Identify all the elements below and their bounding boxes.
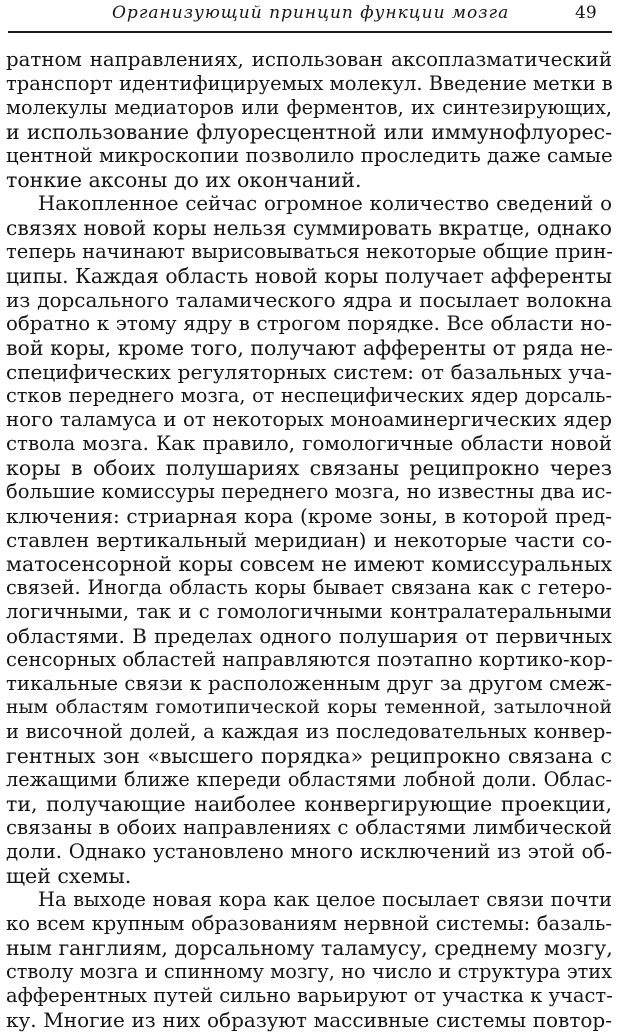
text-line: вой коры, кроме того, получают афференты от ряда не-: [6, 336, 613, 360]
text-line: ко всем крупным образованиям нервной системы: базаль-: [6, 912, 612, 935]
text-line: из дорсального таламического ядра и посылает волокна: [6, 288, 612, 312]
text-line: ставлен вертикальный меридиан) и некоторые части со-: [6, 528, 612, 552]
text-line: транспорт идентифицируемых молекул. Введение метки в: [6, 72, 613, 95]
text-line: связей. Иногда область коры бывает связана как с гетеро-: [6, 576, 612, 599]
page-number: 49: [575, 3, 597, 23]
text-line: ратном направлениях, использован аксоплазматический: [6, 48, 612, 71]
text-line: стволу мозга и спинному мозгу, но число и структура этих: [6, 960, 612, 983]
header-rule: [8, 31, 612, 33]
text-line: тонкие аксоны до их окончаний.: [6, 168, 362, 192]
running-header: [0, 0, 620, 36]
text-line: и использование флуоресцентной или иммунофлуорес-: [6, 120, 612, 144]
text-line: коры в обоих полушариях связаны реципрокно через: [6, 456, 612, 480]
text-line: логичными, так и с гомологичными контралатеральными: [6, 600, 612, 623]
text-line: щей схемы.: [6, 864, 132, 888]
text-line: центной микроскопии позволило проследить даже самые: [6, 144, 613, 167]
text-line: афферентных путей сильно варьируют от участка к участ-: [6, 984, 613, 1007]
text-line: ципы. Каждая область новой коры получает афференты: [6, 264, 612, 288]
text-line: связях новой коры нельзя суммировать вкратце, однако: [6, 216, 612, 240]
text-line: гентных зон «высшего порядка» реципрокно связана с: [6, 744, 612, 768]
text-line: тикальные связи к расположенным друг за другом смеж-: [6, 672, 612, 695]
text-line: сенсорных областей направляются поэтапно кортико-кор-: [6, 648, 613, 671]
text-line: молекулы медиаторов или ферментов, их синтезирующих,: [6, 96, 612, 119]
paragraph-first-line: На выходе новая кора как целое посылает связи почти: [38, 888, 612, 911]
text-line: связаны в обоих направлениях с областями лимбической: [6, 816, 612, 839]
text-line: ного таламуса и от некоторых моноаминергических ядер: [6, 408, 612, 431]
text-line: большие комиссуры переднего мозга, но известны два ис-: [6, 480, 612, 503]
text-line: ным областям гомотипической коры теменной, затылочной: [6, 697, 612, 718]
text-line: специфических регуляторных систем: от базальных уча-: [6, 360, 612, 384]
text-line: ствола мозга. Как правило, гомологичные области новой: [6, 432, 612, 455]
text-line: и височной долей, а каждая из последовательных конвер-: [6, 720, 612, 743]
text-line: обратно к этому ядру в строгом порядке. Все области но-: [6, 312, 612, 335]
text-line: стков переднего мозга, от неспецифических ядер дорсаль-: [6, 384, 612, 407]
text-line: матосенсорной коры совсем не имеют комиссуральных: [6, 552, 612, 576]
text-line: ти, получающие наиболее конвергирующие проекции,: [6, 792, 612, 816]
paragraph-first-line: Накопленное сейчас огромное количество сведений о: [38, 192, 612, 215]
text-line: лежащими ближе кпереди областями лобной доли. Облас-: [6, 768, 612, 791]
text-line: ключения: стриарная кора (кроме зоны, в которой пред-: [6, 504, 612, 528]
text-line: ку. Многие из них образуют массивные системы повтор-: [6, 1008, 612, 1032]
text-line: доли. Однако установлено много исключений из этой об-: [6, 840, 612, 863]
text-line: теперь начинают вырисовываться некоторые общие прин-: [6, 240, 613, 263]
text-line: ным ганглиям, дорсальному таламусу, среднему мозгу,: [6, 936, 613, 960]
text-line: областями. В пределах одного полушария от первичных: [6, 624, 612, 648]
running-title: Организующий принцип функции мозга: [112, 3, 510, 23]
